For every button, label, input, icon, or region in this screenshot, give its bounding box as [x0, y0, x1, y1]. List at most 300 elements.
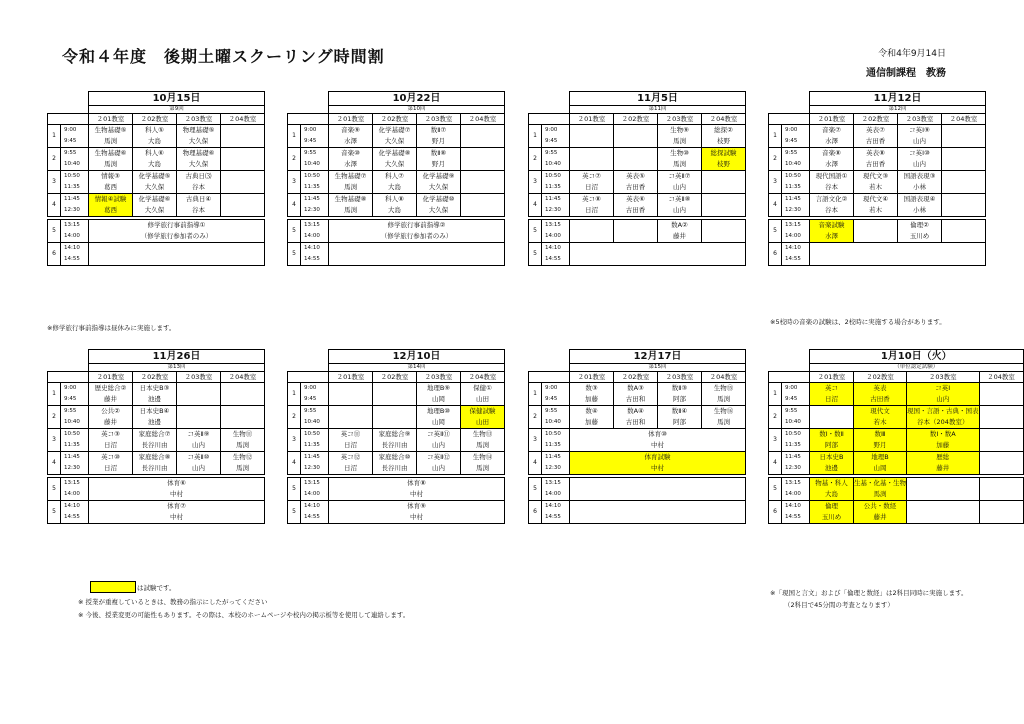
room-header: ２03教室 [177, 372, 221, 383]
subject-cell: コ英Ⅱ⑨ [177, 429, 221, 441]
session-number: 第9回 [89, 106, 265, 114]
teacher-cell: 山内 [417, 463, 461, 475]
room-header: ２01教室 [810, 114, 854, 125]
note-trip-guidance: ※修学旅行事前指導は昼休みに実施します。 [47, 324, 176, 332]
teacher-cell: 日沼 [89, 440, 133, 452]
period-number: 5 [48, 220, 61, 243]
teacher-cell: 馬渕 [89, 136, 133, 148]
merged-teacher [570, 254, 746, 266]
subject-cell: 数Ⅲ [854, 429, 907, 441]
teacher-cell: 日沼 [329, 463, 373, 475]
merged-subject [329, 243, 505, 255]
teacher-cell: 馬渕 [702, 394, 746, 406]
end-time: 14:00 [61, 489, 89, 501]
merged-teacher: 中村 [89, 489, 265, 501]
subject-cell [461, 171, 505, 183]
merged-teacher [810, 254, 986, 266]
end-time: 12:30 [61, 205, 89, 217]
page-title: 令和４年度 後期土曜スクーリング時間割 [62, 47, 385, 66]
teacher-cell: 枝野 [702, 159, 746, 171]
room-header: ２03教室 [658, 114, 702, 125]
teacher-cell: 長谷川由 [373, 463, 417, 475]
subject-cell: 国語表現④ [898, 194, 942, 206]
start-time: 10:50 [61, 171, 89, 183]
period-number: 6 [48, 243, 61, 266]
room-header: ２04教室 [979, 372, 1023, 383]
teacher-cell [979, 394, 1023, 406]
teacher-cell [221, 136, 265, 148]
subject-cell [221, 171, 265, 183]
start-time: 14:10 [542, 243, 570, 255]
teacher-cell: 水澤 [810, 231, 854, 243]
start-time: 9:55 [782, 148, 810, 160]
subject-cell: 数③ [570, 383, 614, 395]
subject-cell: 英表⑤ [614, 171, 658, 183]
teacher-cell: 水澤 [810, 159, 854, 171]
legend-label: は試験です。 [137, 584, 176, 592]
teacher-cell: 古田香 [854, 159, 898, 171]
teacher-cell: 大島 [133, 136, 177, 148]
start-time: 9:00 [782, 383, 810, 395]
subject-cell: 現代文④ [854, 194, 898, 206]
subject-cell: 公共② [89, 406, 133, 418]
teacher-cell [461, 205, 505, 217]
room-header: ２01教室 [570, 114, 614, 125]
merged-teacher [89, 254, 265, 266]
subject-cell: 化学基礎⑥ [133, 194, 177, 206]
teacher-cell: 大久保 [133, 182, 177, 194]
teacher-cell: 小林 [898, 182, 942, 194]
subject-cell: 日本史B③ [133, 383, 177, 395]
teacher-cell [854, 231, 898, 243]
end-time: 14:00 [301, 489, 329, 501]
subject-cell: 総探② [702, 125, 746, 137]
room-header: ２02教室 [854, 114, 898, 125]
teacher-cell [221, 182, 265, 194]
merged-teacher: 中村 [329, 512, 505, 524]
end-time: 14:55 [61, 512, 89, 524]
teacher-cell [461, 159, 505, 171]
room-header: ２01教室 [89, 114, 133, 125]
exam-legend-swatch [90, 581, 136, 593]
subject-cell: 情報④試験 [89, 194, 133, 206]
teacher-cell: 日沼 [570, 182, 614, 194]
end-time: 14:55 [542, 512, 570, 524]
subject-cell: 英表⑦ [854, 125, 898, 137]
teacher-cell: 野月 [417, 159, 461, 171]
timetable [47, 349, 265, 524]
teacher-cell: 大久保 [373, 136, 417, 148]
subject-cell [907, 478, 980, 490]
teacher-cell: 谷本 [177, 205, 221, 217]
subject-cell: コ英Ⅱ⑧ [658, 194, 702, 206]
end-time: 10:40 [61, 159, 89, 171]
teacher-cell: 山内 [898, 159, 942, 171]
end-time: 9:45 [542, 136, 570, 148]
subject-cell: 英コ⑫ [329, 452, 373, 464]
teacher-cell: 野月 [417, 136, 461, 148]
subject-cell: 数Ⅰ・数Ⅱ [810, 429, 854, 441]
subject-cell: コ英Ⅱ⑦ [658, 171, 702, 183]
teacher-cell [979, 512, 1023, 524]
period-number: 2 [288, 148, 301, 171]
subject-cell: 英コ⑧ [570, 194, 614, 206]
teacher-cell: 藤井 [854, 512, 907, 524]
start-time: 9:00 [301, 383, 329, 395]
teacher-cell: 大久保 [133, 205, 177, 217]
period-number: 2 [529, 148, 542, 171]
teacher-cell [614, 231, 658, 243]
teacher-cell: 長谷川由 [133, 440, 177, 452]
room-header: ２03教室 [177, 114, 221, 125]
teacher-cell: 山内 [177, 463, 221, 475]
merged-teacher: （修学旅行参加者のみ） [89, 231, 265, 243]
subject-cell [942, 148, 986, 160]
teacher-cell: 池邊 [810, 463, 854, 475]
end-time: 10:40 [61, 417, 89, 429]
teacher-cell: 日沼 [329, 440, 373, 452]
period-number: 6 [529, 501, 542, 524]
period-number: 2 [48, 148, 61, 171]
subject-cell [979, 429, 1023, 441]
subject-cell [907, 501, 980, 513]
end-time: 14:55 [301, 512, 329, 524]
teacher-cell: 若木 [854, 182, 898, 194]
merged-teacher: （修学旅行参加者のみ） [329, 231, 505, 243]
teacher-cell: 大久保 [417, 182, 461, 194]
subject-cell [942, 125, 986, 137]
teacher-cell: 山田 [461, 394, 505, 406]
teacher-cell: 山内 [898, 136, 942, 148]
room-header: ２04教室 [461, 114, 505, 125]
subject-cell: 生物基礎⑤ [89, 125, 133, 137]
teacher-cell: 藤井 [89, 394, 133, 406]
teacher-cell: 長谷川由 [133, 463, 177, 475]
subject-cell: 家庭総合⑧ [133, 452, 177, 464]
end-time: 11:35 [301, 182, 329, 194]
subject-cell: 現国・言語・古典・国表 [907, 407, 979, 416]
end-time: 14:55 [61, 254, 89, 266]
subject-cell: 英表⑥ [614, 194, 658, 206]
subject-cell [702, 220, 746, 232]
subject-cell: 化学基礎⑨ [417, 171, 461, 183]
start-time: 9:00 [782, 125, 810, 137]
subject-cell [979, 501, 1023, 513]
subject-cell: コ英Ⅱ⑩ [177, 452, 221, 464]
teacher-cell: 阿部 [810, 440, 854, 452]
end-time: 11:35 [542, 440, 570, 452]
subject-cell: 生物⑬ [461, 429, 505, 441]
subject-cell [942, 194, 986, 206]
end-time: 9:45 [782, 394, 810, 406]
period-number: 2 [529, 406, 542, 429]
end-time: 14:00 [782, 231, 810, 243]
period-number: 3 [529, 429, 542, 452]
period-number: 5 [529, 478, 542, 501]
room-header: ２04教室 [461, 372, 505, 383]
teacher-cell: 大久保 [177, 159, 221, 171]
teacher-cell: 大島 [133, 159, 177, 171]
start-time: 10:50 [542, 171, 570, 183]
teacher-cell: 山内 [177, 440, 221, 452]
teacher-cell [329, 394, 373, 406]
start-time: 13:15 [301, 220, 329, 232]
teacher-cell: 馬渕 [461, 463, 505, 475]
period-number: 4 [48, 452, 61, 475]
teacher-cell: 枝野 [702, 136, 746, 148]
end-time: 10:40 [782, 159, 810, 171]
end-time: 10:40 [782, 417, 810, 429]
teacher-cell: 大島 [373, 182, 417, 194]
teacher-cell: 葛西 [89, 205, 133, 217]
period-number: 3 [769, 171, 782, 194]
teacher-cell [221, 417, 265, 429]
period-number: 4 [288, 452, 301, 475]
end-time: 11:35 [542, 182, 570, 194]
room-header: ２03教室 [907, 372, 980, 383]
teacher-cell: 阿部 [658, 394, 702, 406]
teacher-cell: 古田香 [854, 394, 907, 406]
subject-cell: 歴史総合② [89, 383, 133, 395]
subject-cell: 数Ⅱ⑧ [417, 148, 461, 160]
period-number: 5 [288, 501, 301, 524]
teacher-cell: 若木 [854, 417, 907, 429]
subject-cell: 科人⑥ [133, 148, 177, 160]
issue-date: 令和4年9月14日 [878, 49, 946, 59]
session-number: 第14回 [329, 364, 505, 372]
room-header: ２01教室 [570, 372, 614, 383]
merged-subject: 体育⑧ [329, 478, 505, 490]
subject-cell: 音楽⑦ [810, 125, 854, 137]
period-number: 1 [769, 383, 782, 406]
teacher-cell [329, 417, 373, 429]
subject-cell [177, 383, 221, 395]
subject-cell: 生物基礎⑧ [329, 194, 373, 206]
subject-cell [373, 406, 417, 418]
end-time: 14:55 [542, 254, 570, 266]
timetable [287, 349, 505, 524]
subject-cell [221, 125, 265, 137]
teacher-cell [570, 136, 614, 148]
teacher-cell: 水澤 [329, 136, 373, 148]
merged-teacher [570, 512, 746, 524]
subject-cell: 家庭総合⑨ [373, 429, 417, 441]
subject-cell: 現代文③ [854, 171, 898, 183]
teacher-cell: 馬渕 [854, 489, 907, 501]
subject-cell: 英コ③ [89, 429, 133, 441]
end-time: 12:30 [301, 205, 329, 217]
subject-cell [942, 220, 986, 232]
end-time: 11:35 [782, 440, 810, 452]
subject-cell [702, 194, 746, 206]
start-time: 9:00 [61, 125, 89, 137]
start-time: 9:55 [61, 406, 89, 418]
day-date: 10月15日 [89, 92, 265, 106]
subject-cell: 国語表現③ [898, 171, 942, 183]
teacher-cell [942, 205, 986, 217]
merged-subject: 体育⑩ [570, 429, 746, 441]
teacher-cell: 谷本（204教室） [907, 417, 980, 429]
teacher-cell: 葛西 [89, 182, 133, 194]
subject-cell: 生基・化基・生物 [854, 479, 906, 488]
teacher-cell: 池邊 [133, 394, 177, 406]
subject-cell [177, 406, 221, 418]
room-header: ２03教室 [658, 372, 702, 383]
teacher-cell: 阿部 [658, 417, 702, 429]
teacher-cell: 谷本 [810, 205, 854, 217]
teacher-cell [570, 159, 614, 171]
subject-cell: 生物⑭ [461, 452, 505, 464]
start-time: 11:45 [782, 452, 810, 464]
subject-cell: 物理基礎⑤ [177, 125, 221, 137]
subject-cell [221, 406, 265, 418]
period-number: 2 [769, 406, 782, 429]
subject-cell: 古典日⑶ [177, 171, 221, 183]
subject-cell: コ英Ⅱ⑫ [417, 452, 461, 464]
merged-teacher: 中村 [89, 512, 265, 524]
period-number: 6 [769, 501, 782, 524]
period-number: 2 [769, 148, 782, 171]
subject-cell: 数Ⅰ・数A [907, 429, 980, 441]
room-header: ２01教室 [89, 372, 133, 383]
start-time: 9:00 [301, 125, 329, 137]
subject-cell: 家庭総合⑦ [133, 429, 177, 441]
teacher-cell: 山岡 [854, 463, 907, 475]
period-number: 5 [529, 243, 542, 266]
teacher-cell: 古田和 [614, 394, 658, 406]
subject-cell [221, 148, 265, 160]
teacher-cell: 谷本 [810, 182, 854, 194]
session-number: 第13回 [89, 364, 265, 372]
subject-cell: 数Ⅱ④ [658, 406, 702, 418]
period-number: 4 [769, 452, 782, 475]
teacher-cell [373, 417, 417, 429]
teacher-cell: 日沼 [570, 205, 614, 217]
subject-cell: 地理B⑩ [417, 406, 461, 418]
teacher-cell: 馬渕 [89, 159, 133, 171]
end-time: 10:40 [542, 159, 570, 171]
subject-cell: 生物⑮ [702, 383, 746, 395]
session-number: 第12回 [810, 106, 986, 114]
teacher-cell [907, 489, 980, 501]
subject-cell: コ英Ⅱ⑪ [417, 429, 461, 441]
teacher-cell: 藤井 [907, 463, 980, 475]
subject-cell [614, 220, 658, 232]
period-number: 1 [48, 125, 61, 148]
subject-cell: コ英Ⅰ⑩ [898, 148, 942, 160]
note-exam-duration: （2科目で45分間の考査となります） [784, 601, 894, 609]
room-header: ２01教室 [329, 372, 373, 383]
note-music-exam: ※5校時の音楽の試験は、2校時に実施する場合があります。 [770, 318, 946, 326]
period-number: 5 [288, 478, 301, 501]
timetable [528, 349, 746, 524]
teacher-cell [177, 417, 221, 429]
start-time: 9:00 [61, 383, 89, 395]
teacher-cell [979, 440, 1023, 452]
teacher-cell [461, 136, 505, 148]
teacher-cell: 谷本 [177, 182, 221, 194]
subject-cell [614, 148, 658, 160]
subject-cell [461, 125, 505, 137]
subject-cell: 科人⑧ [373, 194, 417, 206]
subject-cell [810, 406, 854, 418]
room-header: ２04教室 [942, 114, 986, 125]
room-header: ２02教室 [133, 114, 177, 125]
teacher-cell [570, 231, 614, 243]
merged-subject: 体育⑦ [89, 501, 265, 513]
period-number: 1 [48, 383, 61, 406]
period-number: 3 [529, 171, 542, 194]
period-number: 2 [288, 406, 301, 429]
merged-subject: 体育⑥ [89, 478, 265, 490]
subject-cell: 日本史B [810, 452, 854, 464]
start-time: 11:45 [542, 194, 570, 206]
subject-cell: 公共・数経 [854, 501, 907, 513]
subject-cell: 古典日④ [177, 194, 221, 206]
start-time: 10:50 [61, 429, 89, 441]
subject-cell: 情報③ [89, 171, 133, 183]
end-time: 9:45 [542, 394, 570, 406]
merged-subject: 修学旅行事前指導① [89, 220, 265, 232]
merged-subject: 修学旅行事前指導② [329, 220, 505, 232]
period-number: 5 [48, 478, 61, 501]
day-date: 11月5日 [570, 92, 746, 106]
teacher-cell: 若木 [854, 205, 898, 217]
subject-cell: 数A② [658, 220, 702, 232]
room-header: ２04教室 [702, 114, 746, 125]
start-time: 11:45 [782, 194, 810, 206]
department: 通信制課程 教務 [866, 68, 946, 79]
teacher-cell [979, 417, 1023, 429]
teacher-cell: 玉川め [810, 512, 854, 524]
subject-cell: 化学基礎⑦ [373, 125, 417, 137]
period-number: 4 [769, 194, 782, 217]
start-time: 11:45 [542, 452, 570, 464]
subject-cell [461, 194, 505, 206]
subject-cell: 数A④ [614, 406, 658, 418]
subject-cell: 倫理 [810, 501, 854, 513]
subject-cell [570, 220, 614, 232]
end-time: 12:30 [782, 463, 810, 475]
teacher-cell [979, 489, 1023, 501]
teacher-cell: 古田香 [854, 136, 898, 148]
merged-teacher: 中村 [329, 489, 505, 501]
start-time: 13:15 [542, 220, 570, 232]
day-date: 12月17日 [570, 350, 746, 364]
start-time: 11:45 [61, 452, 89, 464]
subject-cell: 物基・科人 [810, 478, 854, 490]
end-time: 12:30 [782, 205, 810, 217]
teacher-cell [614, 136, 658, 148]
teacher-cell: 大久保 [417, 205, 461, 217]
teacher-cell: 山内 [417, 440, 461, 452]
start-time: 13:15 [782, 478, 810, 490]
merged-subject [810, 243, 986, 255]
day-date: 12月10日 [329, 350, 505, 364]
start-time: 9:55 [542, 406, 570, 418]
subject-cell: 音楽⑩ [329, 148, 373, 160]
room-header: ２02教室 [373, 372, 417, 383]
end-time: 9:45 [301, 394, 329, 406]
subject-cell: 英コ [810, 383, 854, 395]
subject-cell: 生物基礎⑥ [89, 148, 133, 160]
period-number: 5 [769, 220, 782, 243]
subject-cell: 英コ⑪ [329, 429, 373, 441]
day-date: 1月10日（火） [810, 350, 1024, 364]
merged-teacher [570, 489, 746, 501]
subject-cell: 総探試験 [702, 148, 746, 160]
note-overlap: ※ 授業が重複しているときは、教務の指示にしたがってください [78, 598, 268, 606]
